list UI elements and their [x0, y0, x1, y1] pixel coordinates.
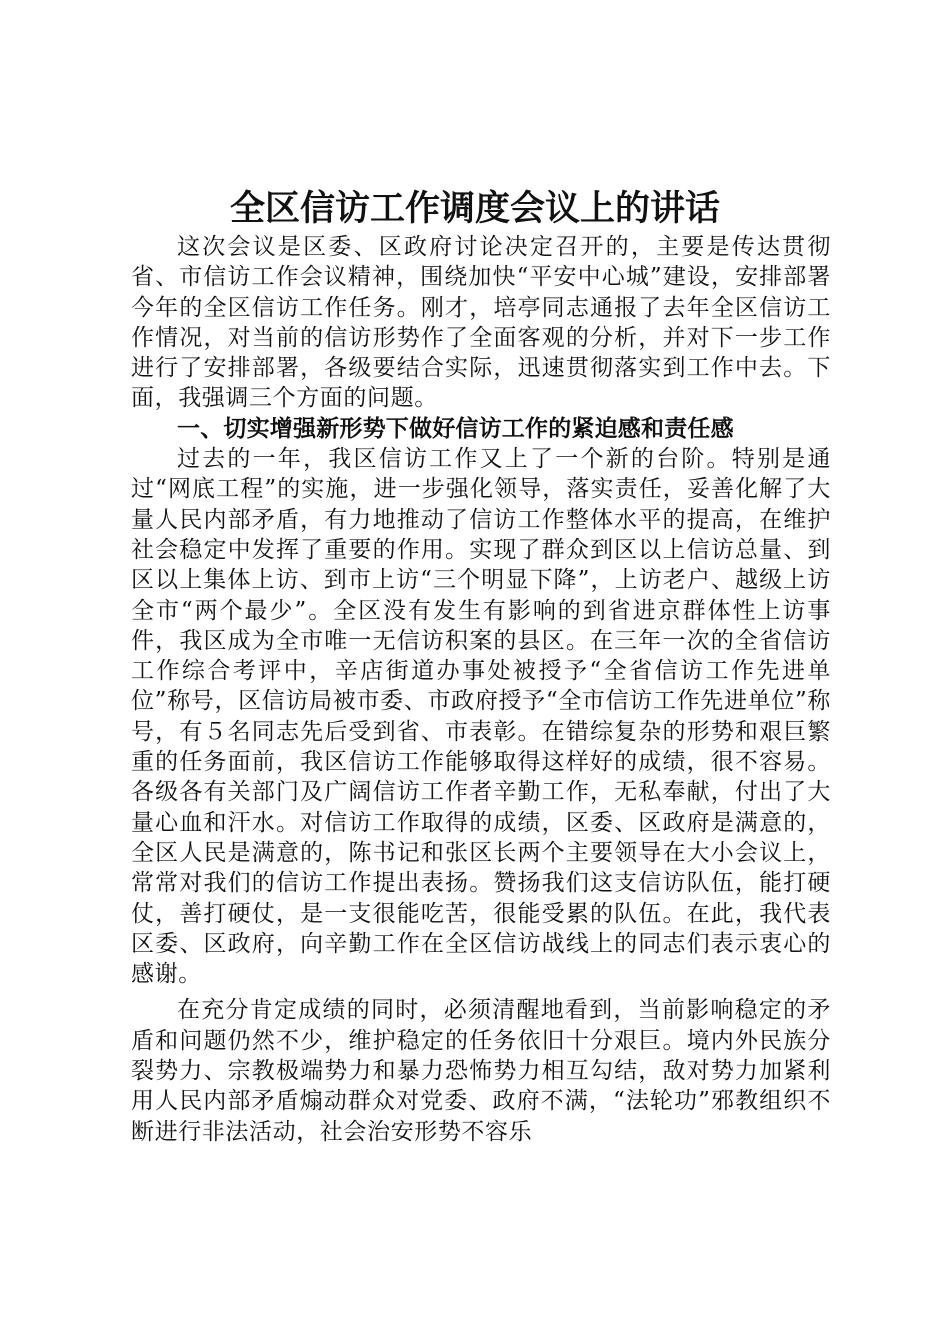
section-heading-1: 一、切实增强新形势下做好信访工作的紧迫感和责任感	[177, 415, 734, 442]
document-body	[131, 232, 831, 1147]
body-paragraph-1: 过去的一年，我区信访工作又上了一个新的台阶。特别是通过“网底工程”的实施，进一步强化领导，落实责任，妥善化解了大量人民内部矛盾，有力地推动了信访工作整体水平的提高，在维护社会稳定中发挥了重要的作用。实现了群众到区以上信访总量、到区以上集体上访、到市上访“三个明显下降”，上访老户、越级上访全市“两个最少”。全区没有发生有影响的到省进京群体性上访事件，我区成为全市唯一无信访积案的县区。在三年一次的全省信访工作综合考评中，辛店街道办事处被授予“全省信访工作先进单位”称号，区信访局被市委、市政府授予“全市信访工作先进单位”称号，有５名同志先后受到省、市表彰。在错综复杂的形势和艰巨繁重的任务面前，我区信访工作能够取得这样好的成绩，很不容易。各级各有关部门及广阔信访工作者辛勤工作，无私奉献，付出了大量心血和汗水。对信访工作取得的成绩，区委、区政府是满意的，全区人民是满意的，陈书记和张区长两个主要领导在大小会议上，常常对我们的信访工作提出表扬。赞扬我们这支信访队伍，能打硬仗，善打硬仗，是一支很能吃苦，很能受累的队伍。在此，我代表区委、区政府，向辛勤工作在全区信访战线上的同志们表示衷心的感谢。	[131, 446, 831, 988]
document-title: 全区信访工作调度会议上的讲话	[229, 189, 720, 229]
body-paragraph-2: 在充分肯定成绩的同时，必须清醒地看到，当前影响稳定的矛盾和问题仍然不少，维护稳定的任务依旧十分艰巨。境内外民族分裂势力、宗教极端势力和暴力恐怖势力相互勾结，敌对势力加紧利用人民内部矛盾煽动群众对党委、政府不满，“法轮功”邪教组织不断进行非法活动，社会治安形势不容乐	[131, 997, 831, 1145]
intro-paragraph: 这次会议是区委、区政府讨论决定召开的，主要是传达贯彻省、市信访工作会议精神，围绕加快“平安中心城”建设，安排部署今年的全区信访工作任务。刚才，培亭同志通报了去年全区信访工作情况，对当前的信访形势作了全面客观的分析，并对下一步工作进行了安排部署，各级要结合实际，迅速贯彻落实到工作中去。下面，我强调三个方面的问题。	[131, 234, 831, 412]
